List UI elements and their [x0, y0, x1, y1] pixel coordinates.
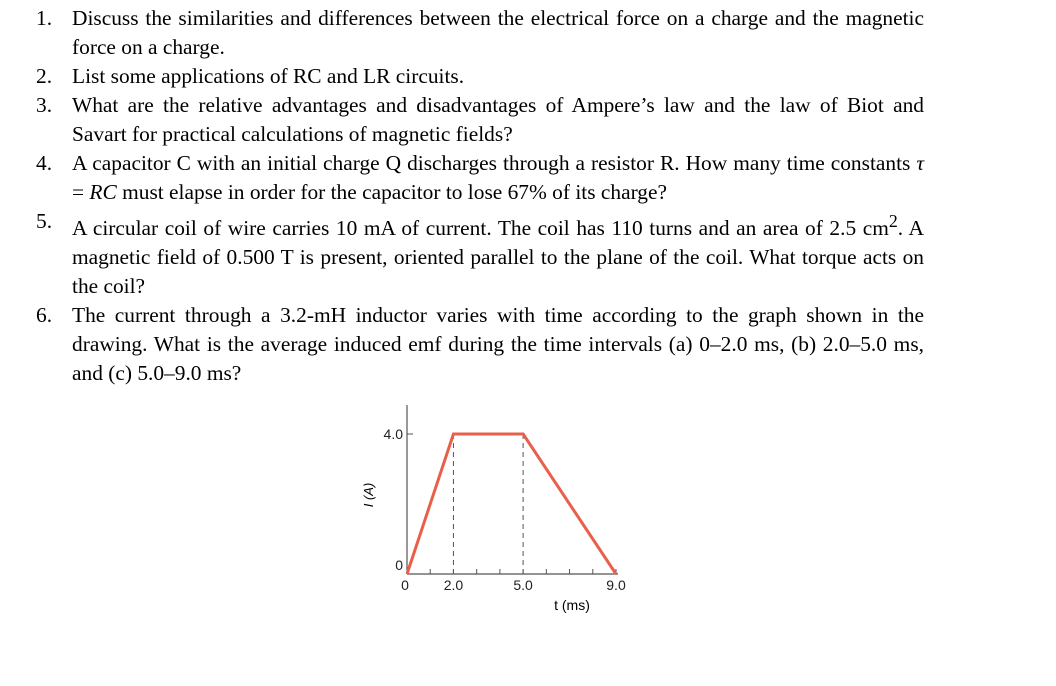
- question-text-part: A circular coil of wire carries 10 mA of current. The coil has 110 turns and an area of 2.5 cm: [72, 216, 889, 241]
- question-item: [36, 4, 924, 62]
- question-text: [72, 211, 924, 299]
- question-item: [36, 149, 924, 207]
- question-text-part: . A magnetic field of 0.500 T is present, oriented parallel to the plane of the coil. What torque acts on the coil?: [72, 216, 924, 299]
- y-axis-label: I (A): [361, 482, 376, 508]
- question-text: List some applications of RC and LR circuits.: [72, 64, 465, 88]
- question-text-part: must elapse in order for the capacitor to lose 67% of its charge?: [116, 180, 667, 204]
- question-text: Discuss the similarities and differences between the electrical force on a charge and the magnetic force on a charge.: [72, 6, 924, 59]
- question-number: 5.: [36, 209, 53, 233]
- question-text: [72, 151, 924, 204]
- question-item: [36, 301, 924, 388]
- question-text-part: A capacitor C with an initial charge Q discharges through a resistor R. How many time constants: [72, 151, 917, 175]
- superscript: 2: [888, 211, 898, 231]
- x-axis-label: t (ms): [554, 597, 590, 613]
- tick-labels: [384, 426, 626, 593]
- question-number: 4.: [36, 151, 53, 175]
- question-number: 1.: [36, 6, 53, 30]
- x-tick-label: 0: [401, 577, 409, 593]
- question-item: [36, 91, 924, 149]
- axis-ticks: [407, 434, 616, 574]
- tau-symbol: τ: [916, 151, 924, 175]
- question-number: 3.: [36, 93, 53, 117]
- current-series-line: [407, 434, 616, 574]
- equals-sign: =: [72, 180, 90, 204]
- question-number: 2.: [36, 64, 53, 88]
- question-text: What are the relative advantages and disadvantages of Ampere’s law and the law of Biot and Savart for practical calculations of magnetic fields?: [72, 93, 924, 146]
- question-item: [36, 62, 924, 91]
- question-item: [36, 207, 924, 301]
- question-list: [36, 4, 924, 388]
- rc-symbol: RC: [89, 180, 117, 204]
- x-tick-label: 2.0: [443, 577, 464, 593]
- x-tick-label: 5.0: [513, 577, 533, 593]
- x-tick-label: 9.0: [606, 577, 626, 593]
- y-tick-label: 0: [395, 557, 403, 573]
- current-vs-time-graph: [340, 392, 640, 622]
- guide-lines: [453, 434, 523, 574]
- question-number: 6.: [36, 303, 53, 328]
- y-tick-label: 4.0: [383, 426, 403, 442]
- question-text: The current through a 3.2-mH inductor varies with time according to the graph shown in the drawing. What is the average induced emf during the time intervals (a) 0–2.0 ms, (b) 2.0–5.0 ms, and (c) 5.0–9.0 ms?: [72, 303, 924, 386]
